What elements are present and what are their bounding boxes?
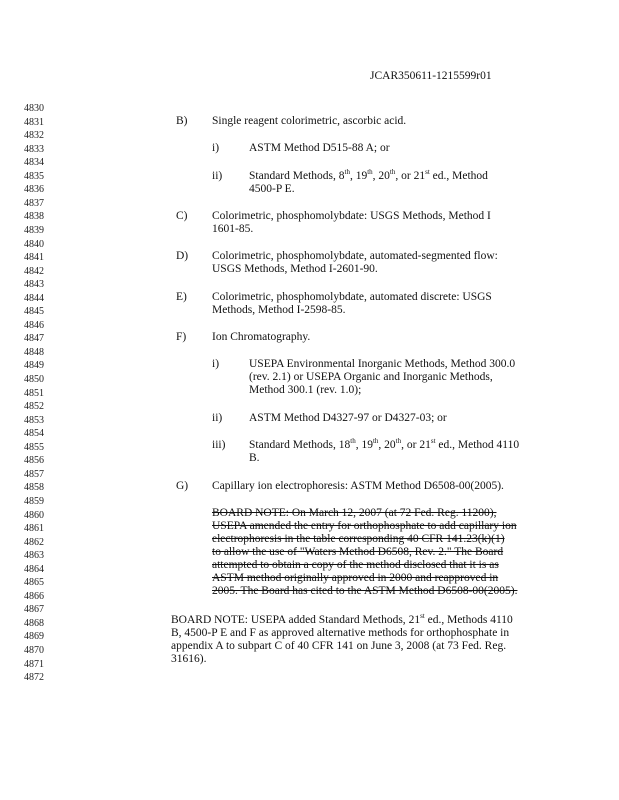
line-number: 4860 bbox=[24, 509, 44, 521]
f-iii-ed1: 18 bbox=[338, 439, 351, 451]
line-number: 4851 bbox=[24, 387, 44, 399]
item-c-line2: 1601-85. bbox=[212, 223, 254, 235]
f-iii-ed1-sup: th bbox=[350, 437, 356, 446]
item-f-i-line3: Method 300.1 (rev. 1.0); bbox=[249, 384, 362, 396]
board-note-line-1 bbox=[171, 614, 513, 627]
item-b-ii-line1: Standard Methods, 8th, 19th, 20th, or 21st ed., Method bbox=[249, 168, 488, 182]
struck-note-line-6: ASTM method originally approved in 2000 and reapproved in bbox=[212, 572, 499, 584]
line-number: 4866 bbox=[24, 590, 44, 602]
line-number: 4844 bbox=[24, 292, 44, 304]
b-ii-pre: Standard Methods, bbox=[249, 170, 336, 182]
item-f-i-line1: USEPA Environmental Inorganic Methods, Method 300.0 bbox=[249, 358, 516, 370]
line-number: 4871 bbox=[24, 658, 44, 670]
struck-note-line-1: BOARD NOTE: On March 12, 2007 (at 72 Fed. Reg. 11200), bbox=[212, 507, 497, 519]
item-d-line2: USGS Methods, Method I-2601-90. bbox=[212, 263, 378, 275]
board-note-ed: 21 bbox=[408, 614, 421, 626]
line-number: 4858 bbox=[24, 482, 44, 494]
item-b-ii-line2: 4500-P E. bbox=[249, 183, 295, 195]
line-number: 4868 bbox=[24, 617, 44, 629]
line-number: 4872 bbox=[24, 672, 44, 684]
line-number: 4834 bbox=[24, 157, 44, 169]
line-number: 4841 bbox=[24, 252, 44, 264]
line-number: 4846 bbox=[24, 319, 44, 331]
board-note-pre: BOARD NOTE: USEPA added Standard Methods, bbox=[171, 614, 406, 626]
item-f-i-label: i) bbox=[212, 358, 220, 370]
b-ii-ed1-sup: th bbox=[344, 168, 350, 177]
line-number: 4840 bbox=[24, 238, 44, 250]
line-number: 4862 bbox=[24, 536, 44, 548]
f-iii-pre: Standard Methods, bbox=[249, 439, 336, 451]
line-number: 4853 bbox=[24, 414, 44, 426]
item-e-line2: Methods, Method I-2598-85. bbox=[212, 304, 346, 316]
board-note-ed-sup: st bbox=[420, 612, 425, 621]
f-iii-ed3-sup: th bbox=[395, 437, 402, 446]
f-iii-ed4: 21 bbox=[419, 439, 431, 451]
line-number: 4848 bbox=[24, 346, 44, 358]
line-number: 4869 bbox=[24, 631, 44, 643]
b-ii-ed4: 21 bbox=[413, 170, 426, 182]
item-f-ii-label: ii) bbox=[212, 412, 223, 424]
line-number: 4857 bbox=[24, 468, 44, 480]
line-number: 4863 bbox=[24, 550, 44, 562]
item-b-text: Single reagent colorimetric, ascorbic acid. bbox=[212, 115, 407, 127]
line-number: 4833 bbox=[24, 143, 44, 155]
struck-note-line-5: attempted to obtain a copy of the method disclosed that it is as bbox=[212, 559, 499, 571]
line-number: 4867 bbox=[24, 604, 44, 616]
b-ii-ed2: 19 bbox=[355, 170, 368, 182]
item-e-label: E) bbox=[176, 291, 187, 303]
item-f-ii-text: ASTM Method D4327-97 or D4327-03; or bbox=[249, 412, 447, 424]
item-f-text: Ion Chromatography. bbox=[212, 331, 311, 343]
line-number: 4839 bbox=[24, 224, 44, 236]
line-number: 4837 bbox=[24, 197, 44, 209]
item-b-label: B) bbox=[176, 115, 188, 127]
item-f-iii-line1: Standard Methods, 18th, 19th, 20th, or 21st ed., Method 4110 bbox=[249, 437, 520, 451]
line-number: 4836 bbox=[24, 184, 44, 196]
item-d-label: D) bbox=[176, 250, 189, 262]
line-number: 4856 bbox=[24, 455, 44, 467]
b-ii-ed3-sup: th bbox=[389, 168, 396, 177]
b-ii-ed2-sup: th bbox=[367, 168, 373, 177]
item-f-iii-label: iii) bbox=[212, 439, 226, 451]
f-iii-ed4-sup: st bbox=[430, 437, 436, 446]
line-number: 4865 bbox=[24, 577, 44, 589]
f-iii-post: ed., Method 4110 bbox=[438, 439, 520, 451]
b-ii-post: ed., Method bbox=[432, 170, 488, 182]
item-c-line1: Colorimetric, phosphomolybdate: USGS Methods, Method I bbox=[212, 210, 491, 222]
line-number: 4852 bbox=[24, 401, 44, 413]
item-d-line1: Colorimetric, phosphomolybdate, automated-segmented flow: bbox=[212, 250, 498, 262]
line-number: 4842 bbox=[24, 265, 44, 277]
line-number: 4832 bbox=[24, 130, 44, 142]
line-number: 4870 bbox=[24, 645, 44, 656]
page-header: JCAR350611-1215599r01 bbox=[370, 70, 492, 82]
struck-note-line-2: USEPA amended the entry for orthophosphate to add capillary ion bbox=[212, 520, 517, 532]
f-iii-ed2-sup: th bbox=[372, 437, 379, 446]
board-note-line-4: 31616). bbox=[171, 653, 207, 665]
item-g-text: Capillary ion electrophoresis: ASTM Method D6508-00(2005). bbox=[212, 480, 504, 492]
line-number: 4849 bbox=[24, 360, 44, 372]
item-b-i-label: i) bbox=[212, 142, 220, 154]
line-number: 4838 bbox=[24, 211, 44, 223]
board-note-line-2: B, 4500-P E and F as approved alternative methods for orthophosphate in bbox=[171, 627, 510, 639]
item-g-label: G) bbox=[176, 480, 189, 492]
struck-note-line-4: to allow the use of "Waters Method D6508, Rev. 2." The Board bbox=[212, 546, 504, 558]
b-ii-ed1: 8 bbox=[338, 170, 345, 182]
line-number: 4831 bbox=[24, 116, 44, 128]
item-f-iii-line2: B. bbox=[249, 452, 260, 464]
line-number: 4843 bbox=[24, 279, 44, 291]
line-number: 4854 bbox=[24, 428, 44, 440]
line-number: 4859 bbox=[24, 495, 44, 507]
line-number: 4830 bbox=[24, 103, 44, 114]
line-number: 4855 bbox=[24, 441, 44, 453]
line-number: 4864 bbox=[24, 563, 44, 575]
item-e-line1: Colorimetric, phosphomolybdate, automated discrete: USGS bbox=[212, 291, 492, 303]
f-iii-ed3: 20 bbox=[384, 439, 396, 451]
struck-note-line-7: 2005. The Board has cited to the ASTM Method D6508-00(2005). bbox=[212, 585, 518, 597]
line-number: 4850 bbox=[24, 374, 44, 385]
line-number: 4835 bbox=[24, 170, 44, 182]
line-number: 4861 bbox=[24, 523, 44, 535]
board-note-line-3: appendix A to subpart C of 40 CFR 141 on June 3, 2008 (at 73 Fed. Reg. bbox=[171, 640, 507, 652]
b-ii-ed3: 20 bbox=[378, 170, 390, 182]
item-f-label: F) bbox=[176, 331, 187, 343]
item-f-i-line2: (rev. 2.1) or USEPA Organic and Inorganic Methods, bbox=[249, 371, 493, 383]
b-ii-ed4-sup: st bbox=[425, 168, 430, 177]
item-c-label: C) bbox=[176, 210, 188, 222]
line-number: 4847 bbox=[24, 333, 44, 345]
f-iii-ed2: 19 bbox=[361, 439, 373, 451]
line-number: 4845 bbox=[24, 306, 44, 318]
item-b-ii-label: ii) bbox=[212, 170, 223, 182]
board-note-post: ed., Methods 4110 bbox=[427, 614, 513, 626]
item-b-i-text: ASTM Method D515-88 A; or bbox=[249, 142, 390, 154]
struck-note-line-3: electrophoresis in the table corresponding 40 CFR 141.23(k)(1) bbox=[212, 533, 505, 545]
